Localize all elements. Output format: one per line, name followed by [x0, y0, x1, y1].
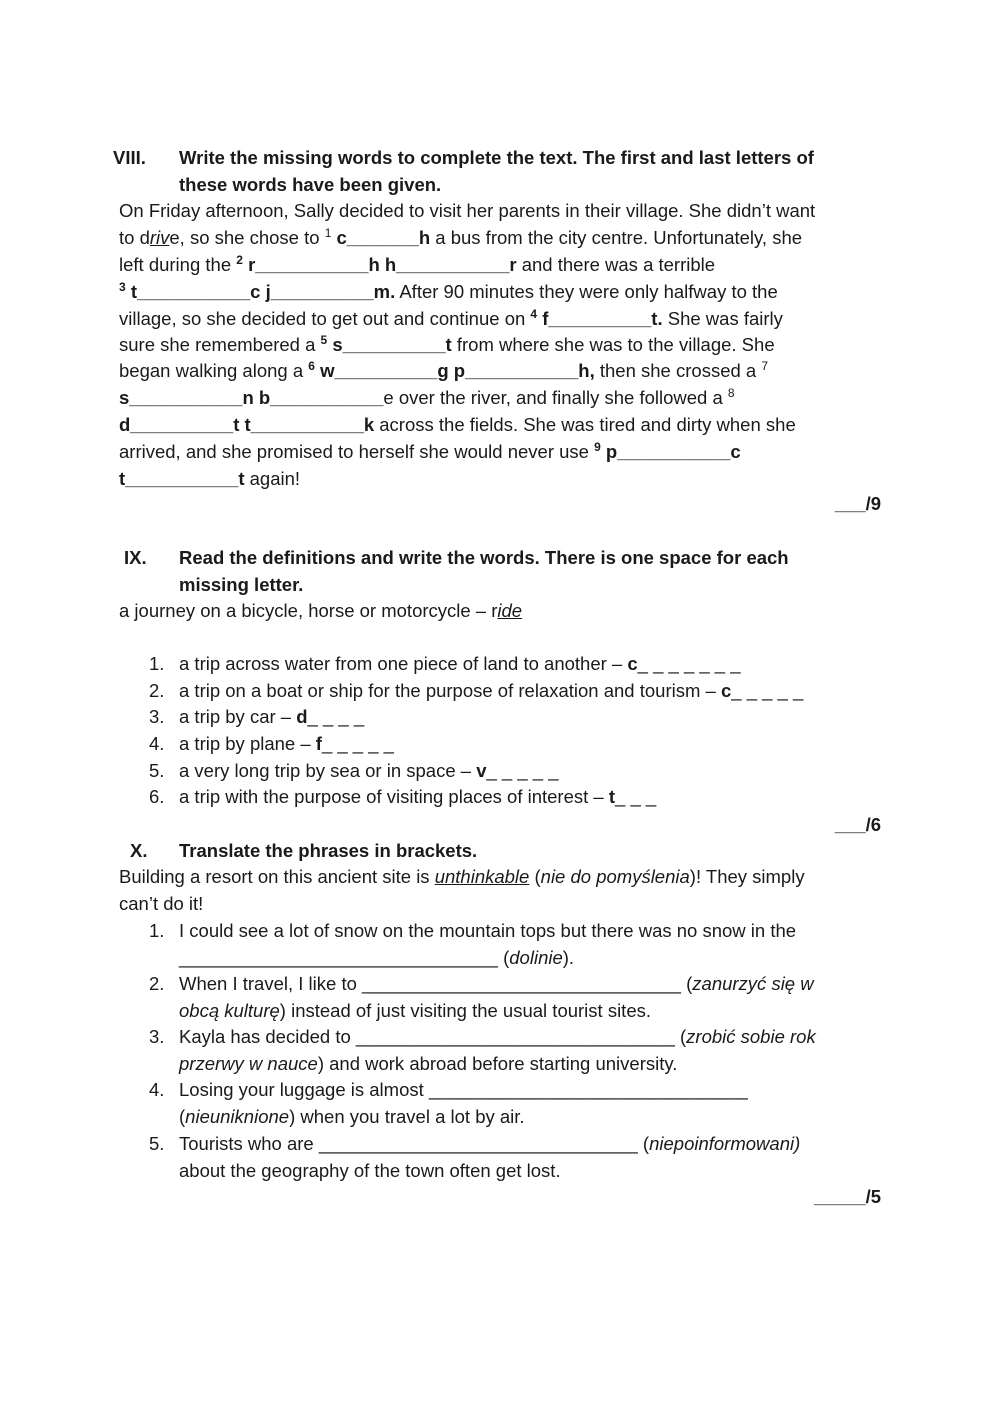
- text-run: across the fields. She was tired and dirty when she: [374, 414, 796, 435]
- text-run: Kayla has decided to _______________________________ (: [179, 1026, 687, 1047]
- text-run: ) when you travel a lot by air.: [289, 1106, 525, 1127]
- section-viii-heading: [113, 144, 893, 198]
- emphasis-text: nie do pomyślenia: [540, 866, 690, 887]
- gap-word: v: [476, 760, 487, 781]
- footnote-number: 6: [308, 359, 315, 373]
- footnote-number: 5: [320, 333, 328, 347]
- item-number: 2.: [149, 680, 165, 701]
- item-text: [179, 730, 394, 757]
- section-x-number: X.: [130, 840, 148, 861]
- gap-word: c_______h: [336, 227, 431, 248]
- text-run: ).: [562, 947, 575, 968]
- footnote-number: 4: [530, 307, 538, 321]
- item-text: [179, 650, 741, 677]
- section-ix-instruction-line-1: Read the definitions and write the words. There is one space for each: [179, 547, 789, 568]
- gap-word: w__________g p___________h,: [320, 360, 595, 381]
- emphasis-text: unthinkable: [434, 866, 530, 887]
- emphasis-text: dolinie: [509, 947, 563, 968]
- gap-word: s___________n b___________: [119, 387, 384, 408]
- text-run: can’t do it!: [119, 893, 204, 914]
- section-ix-number: IX.: [124, 547, 147, 568]
- text-run: a journey on a bicycle, horse or motorcycle – r: [119, 600, 498, 621]
- section-viii-line: [119, 465, 300, 492]
- item-text: [179, 677, 803, 704]
- gap-word: f__________t.: [542, 308, 663, 329]
- item-number: 3.: [149, 706, 165, 727]
- emphasis-text: obcą kulturę: [179, 1000, 280, 1021]
- section-viii-score: ___/9: [834, 493, 881, 514]
- item-text: [179, 1023, 816, 1077]
- text-run: began walking along a: [119, 360, 309, 381]
- item-number: 1.: [149, 920, 165, 941]
- section-viii-instruction-line-1: Write the missing words to complete the text. The first and last letters of: [179, 147, 814, 168]
- text-run: I could see a lot of snow on the mountain tops but there was no snow in the: [179, 920, 797, 941]
- section-x-heading: [130, 837, 910, 864]
- section-ix-score: ___/6: [834, 814, 881, 835]
- item-line: [179, 997, 814, 1024]
- section-viii-number: VIII.: [113, 147, 146, 168]
- text-run: On Friday afternoon, Sally decided to visit her parents in their village. She didn’t want: [119, 200, 816, 221]
- emphasis-text: niepoinformowani): [649, 1133, 801, 1154]
- section-ix-heading: [124, 544, 904, 598]
- section-ix-instruction: [179, 544, 879, 598]
- text-run: then she crossed a: [594, 360, 762, 381]
- text-run: Building a resort on this ancient site is: [119, 866, 435, 887]
- text-run: )! They simply: [689, 866, 805, 887]
- text-run: _ _ _ _: [307, 706, 365, 727]
- footnote-number: 3: [119, 280, 126, 294]
- text-run: to d: [119, 227, 150, 248]
- item-line: [179, 1157, 800, 1184]
- emphasis-text: nieuniknione: [185, 1106, 290, 1127]
- section-viii-line: [119, 251, 715, 278]
- text-run: _ _ _: [615, 786, 657, 807]
- item-line: [179, 944, 796, 971]
- text-run: a trip with the purpose of visiting places of interest –: [179, 786, 609, 807]
- item-line: [179, 970, 814, 997]
- text-run: a bus from the city centre. Unfortunately, she: [430, 227, 803, 248]
- text-run: ) and work abroad before starting university.: [317, 1053, 678, 1074]
- text-run: arrived, and she promised to herself she would never use: [119, 441, 595, 462]
- item-text: [179, 970, 814, 1024]
- item-line: [179, 1076, 748, 1103]
- text-run: and there was a terrible: [516, 254, 716, 275]
- footnote-number: 2: [236, 253, 243, 267]
- text-run: She was fairly: [662, 308, 783, 329]
- item-line: [179, 1050, 816, 1077]
- gap-word: f: [315, 733, 322, 754]
- gap-word: t: [608, 786, 616, 807]
- text-run: e, so she chose to: [169, 227, 325, 248]
- gap-word: s__________t: [332, 334, 452, 355]
- text-run: a very long trip by sea or in space –: [179, 760, 477, 781]
- gap-word: d: [296, 706, 308, 727]
- footnote-number: 7: [761, 359, 769, 373]
- text-run: a trip across water from one piece of land to another –: [179, 653, 628, 674]
- text-run: sure she remembered a: [119, 334, 321, 355]
- item-text: [179, 757, 559, 784]
- text-run: e over the river, and finally she followed a: [383, 387, 728, 408]
- item-number: 2.: [149, 973, 165, 994]
- text-run: (: [179, 1106, 186, 1127]
- footnote-number: 1: [324, 226, 332, 240]
- text-run: left during the: [119, 254, 237, 275]
- text-run: When I travel, I like to _______________________________ (: [179, 973, 693, 994]
- item-line: [179, 1130, 800, 1157]
- section-x-instruction: Translate the phrases in brackets.: [179, 840, 478, 861]
- section-viii-instruction: [179, 144, 879, 198]
- item-text: [179, 1130, 800, 1184]
- item-number: 4.: [149, 733, 165, 754]
- item-number: 4.: [149, 1079, 165, 1100]
- text-run: again!: [244, 468, 301, 489]
- section-viii-line: [119, 197, 815, 224]
- section-viii-line: [119, 224, 802, 251]
- section-x-example-line-1: [119, 863, 805, 890]
- text-run: Losing your luggage is almost _______________________________: [179, 1079, 748, 1100]
- section-viii-line: [119, 331, 775, 358]
- text-run: village, so she decided to get out and continue on: [119, 308, 531, 329]
- item-text: [179, 703, 364, 730]
- section-ix-instruction-line-2: missing letter.: [179, 574, 304, 595]
- emphasis-text: zanurzyć się w: [692, 973, 814, 994]
- text-run: ) instead of just visiting the usual tourist sites.: [279, 1000, 651, 1021]
- text-run: a trip by car –: [179, 706, 297, 727]
- gap-word: p___________c: [605, 441, 741, 462]
- emphasis-text: przerwy w nauce: [179, 1053, 318, 1074]
- text-run: _ _ _ _ _: [321, 733, 394, 754]
- section-viii-line: [119, 357, 768, 384]
- section-viii-line: [119, 438, 741, 465]
- item-text: [179, 783, 656, 810]
- text-run: from where she was to the village. She: [451, 334, 775, 355]
- item-number: 5.: [149, 760, 165, 781]
- footnote-number: 9: [594, 440, 601, 454]
- section-x-score: _____/5: [814, 1186, 881, 1207]
- text-run: After 90 minutes they were only halfway to the: [395, 281, 778, 302]
- gap-word: t___________t: [119, 468, 245, 489]
- item-number: 5.: [149, 1133, 165, 1154]
- text-run: _ _ _ _ _ _ _: [637, 653, 741, 674]
- item-text: [179, 917, 796, 971]
- text-run: Tourists who are _______________________________ (: [179, 1133, 650, 1154]
- item-line: [179, 1023, 816, 1050]
- emphasis-text: ide: [497, 600, 523, 621]
- item-number: 1.: [149, 653, 165, 674]
- gap-word: c: [720, 680, 732, 701]
- item-line: [179, 917, 796, 944]
- footnote-number: 8: [727, 386, 735, 400]
- text-run: _ _ _ _ _: [731, 680, 804, 701]
- text-run: about the geography of the town often get lost.: [179, 1160, 561, 1181]
- text-run: (: [529, 866, 541, 887]
- text-run: a trip by plane –: [179, 733, 316, 754]
- section-viii-line: [119, 278, 778, 305]
- emphasis-text: riv: [149, 227, 170, 248]
- text-run: a trip on a boat or ship for the purpose of relaxation and tourism –: [179, 680, 721, 701]
- section-viii-line: [119, 305, 783, 332]
- text-run: _ _ _ _ _: [486, 760, 559, 781]
- section-ix-example: [119, 597, 522, 624]
- emphasis-text: zrobić sobie rok: [686, 1026, 816, 1047]
- item-text: [179, 1076, 748, 1130]
- gap-word: r___________h h___________r: [248, 254, 517, 275]
- section-viii-line: [119, 384, 735, 411]
- gap-word: d__________t t___________k: [119, 414, 375, 435]
- item-line: [179, 1103, 748, 1130]
- item-number: 6.: [149, 786, 165, 807]
- section-x-example-line-2: [119, 890, 203, 917]
- section-viii-instruction-line-2: these words have been given.: [179, 174, 442, 195]
- section-viii-line: [119, 411, 796, 438]
- gap-word: c: [627, 653, 638, 674]
- item-number: 3.: [149, 1026, 165, 1047]
- text-run: _______________________________ (: [179, 947, 510, 968]
- gap-word: t___________c j__________m.: [130, 281, 396, 302]
